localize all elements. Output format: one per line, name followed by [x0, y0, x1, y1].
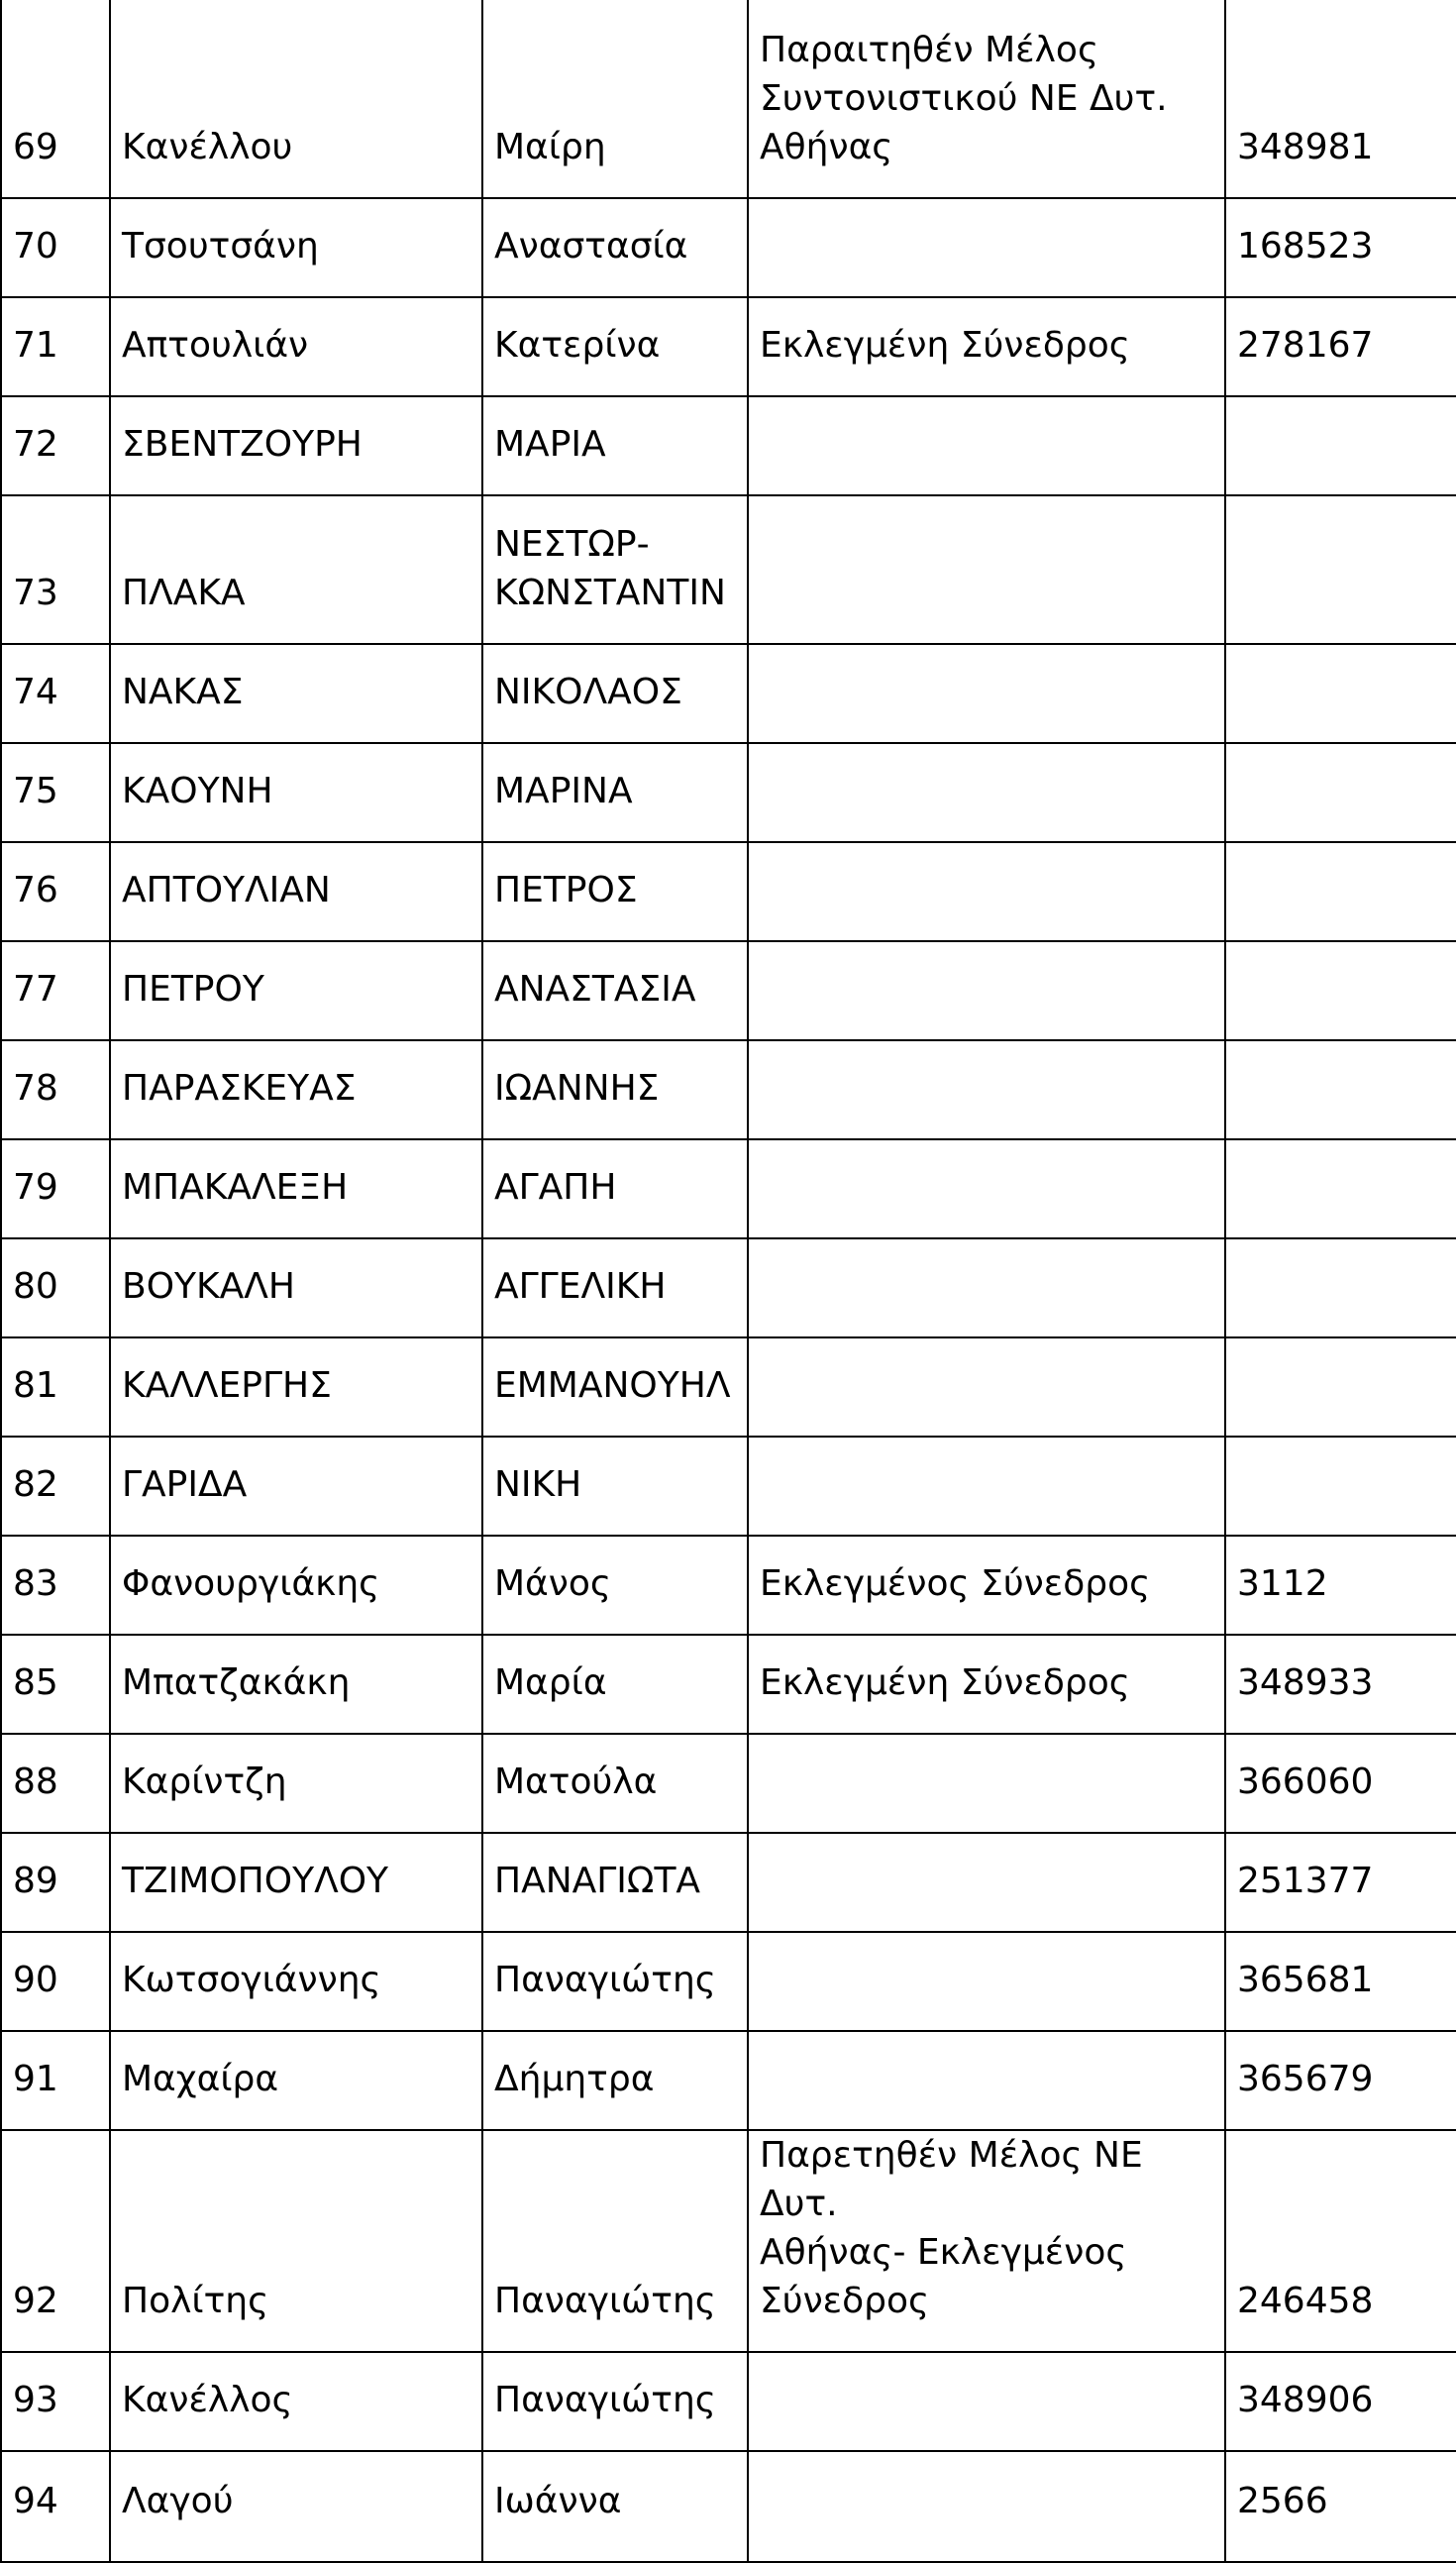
role [748, 2031, 1225, 2130]
member-id: 168523 [1225, 198, 1456, 297]
table-row [1, 495, 1456, 644]
row-number: 76 [1, 842, 110, 941]
first-name: Μαίρη [482, 0, 748, 198]
last-name: ΒΟΥΚΑΛΗ [110, 1238, 482, 1337]
member-id: 348981 [1225, 0, 1456, 198]
last-name: Κανέλλος [110, 2352, 482, 2451]
first-name: ΝΙΚΗ [482, 1437, 748, 1536]
last-name: ΠΑΡΑΣΚΕΥΑΣ [110, 1040, 482, 1139]
first-name: Παναγιώτης [482, 2130, 748, 2352]
table-row [1, 1040, 1456, 1139]
row-number: 74 [1, 644, 110, 743]
member-id: 348933 [1225, 1635, 1456, 1734]
last-name: ΠΕΤΡΟΥ [110, 941, 482, 1040]
member-id [1225, 495, 1456, 644]
role [748, 1833, 1225, 1932]
table-row [1, 2130, 1456, 2352]
role: Εκλεγμένος Σύνεδρος [748, 1536, 1225, 1635]
role [748, 396, 1225, 495]
row-number: 94 [1, 2451, 110, 2562]
member-id [1225, 1337, 1456, 1437]
last-name: ΑΠΤΟΥΛΙΑΝ [110, 842, 482, 941]
row-number: 92 [1, 2130, 110, 2352]
row-number: 83 [1, 1536, 110, 1635]
last-name: Απτουλιάν [110, 297, 482, 396]
first-name: Παναγιώτης [482, 2352, 748, 2451]
last-name: Πολίτης [110, 2130, 482, 2352]
table-row [1, 2451, 1456, 2562]
row-number: 81 [1, 1337, 110, 1437]
role [748, 644, 1225, 743]
first-name: Ματούλα [482, 1734, 748, 1833]
table-row [1, 1536, 1456, 1635]
first-name: ΙΩΑΝΝΗΣ [482, 1040, 748, 1139]
last-name: Κωτσογιάννης [110, 1932, 482, 2031]
role [748, 1139, 1225, 1238]
member-id: 246458 [1225, 2130, 1456, 2352]
table-row [1, 941, 1456, 1040]
member-id: 2566 [1225, 2451, 1456, 2562]
member-id: 366060 [1225, 1734, 1456, 1833]
first-name: Παναγιώτης [482, 1932, 748, 2031]
role [748, 495, 1225, 644]
role [748, 1337, 1225, 1437]
first-name: Αναστασία [482, 198, 748, 297]
table-row [1, 1437, 1456, 1536]
role: Παρετηθέν Μέλος ΝΕ Δυτ. Αθήνας- Εκλεγμένος Σύνεδρος [748, 2130, 1225, 2352]
last-name: ΜΠΑΚΑΛΕΞΗ [110, 1139, 482, 1238]
last-name: ΣΒΕΝΤΖΟΥΡΗ [110, 396, 482, 495]
row-number: 69 [1, 0, 110, 198]
row-number: 73 [1, 495, 110, 644]
member-id: 251377 [1225, 1833, 1456, 1932]
member-id [1225, 941, 1456, 1040]
member-id: 365679 [1225, 2031, 1456, 2130]
last-name: Καρίντζη [110, 1734, 482, 1833]
table-row [1, 1734, 1456, 1833]
table-row [1, 842, 1456, 941]
role [748, 842, 1225, 941]
first-name: ΜΑΡΙΑ [482, 396, 748, 495]
role [748, 1932, 1225, 2031]
table-row [1, 1238, 1456, 1337]
last-name: Κανέλλου [110, 0, 482, 198]
role: Εκλεγμένη Σύνεδρος [748, 1635, 1225, 1734]
last-name: Μπατζακάκη [110, 1635, 482, 1734]
role [748, 941, 1225, 1040]
last-name: Μαχαίρα [110, 2031, 482, 2130]
row-number: 78 [1, 1040, 110, 1139]
table-row [1, 2031, 1456, 2130]
first-name: Κατερίνα [482, 297, 748, 396]
table-row [1, 396, 1456, 495]
role [748, 2451, 1225, 2562]
member-id: 365681 [1225, 1932, 1456, 2031]
table-row [1, 743, 1456, 842]
row-number: 89 [1, 1833, 110, 1932]
row-number: 72 [1, 396, 110, 495]
table-row [1, 1833, 1456, 1932]
first-name: ΑΓΑΠΗ [482, 1139, 748, 1238]
row-number: 91 [1, 2031, 110, 2130]
last-name: ΓΑΡΙΔΑ [110, 1437, 482, 1536]
last-name: Φανουργιάκης [110, 1536, 482, 1635]
row-number: 77 [1, 941, 110, 1040]
first-name: Δήμητρα [482, 2031, 748, 2130]
last-name: Τσουτσάνη [110, 198, 482, 297]
member-id [1225, 743, 1456, 842]
row-number: 88 [1, 1734, 110, 1833]
first-name: ΑΝΑΣΤΑΣΙΑ [482, 941, 748, 1040]
row-number: 71 [1, 297, 110, 396]
table-row [1, 0, 1456, 198]
member-id [1225, 1139, 1456, 1238]
member-id [1225, 644, 1456, 743]
first-name: ΠΑΝΑΓΙΩΤΑ [482, 1833, 748, 1932]
table-row [1, 1337, 1456, 1437]
row-number: 82 [1, 1437, 110, 1536]
table-row [1, 198, 1456, 297]
role [748, 1437, 1225, 1536]
row-number: 85 [1, 1635, 110, 1734]
member-id [1225, 1238, 1456, 1337]
row-number: 75 [1, 743, 110, 842]
row-number: 93 [1, 2352, 110, 2451]
first-name: ΝΙΚΟΛΑΟΣ [482, 644, 748, 743]
first-name: ΕΜΜΑΝΟΥΗΛ [482, 1337, 748, 1437]
member-id [1225, 1437, 1456, 1536]
role: Εκλεγμένη Σύνεδρος [748, 297, 1225, 396]
role [748, 1734, 1225, 1833]
member-id: 3112 [1225, 1536, 1456, 1635]
role [748, 743, 1225, 842]
last-name: Λαγού [110, 2451, 482, 2562]
last-name: ΠΛΑΚΑ [110, 495, 482, 644]
member-id: 348906 [1225, 2352, 1456, 2451]
role: Παραιτηθέν Μέλος Συντονιστικού ΝΕ Δυτ. Αθήνας [748, 0, 1225, 198]
first-name: Ιωάννα [482, 2451, 748, 2562]
table-row [1, 1635, 1456, 1734]
first-name: Μαρία [482, 1635, 748, 1734]
row-number: 70 [1, 198, 110, 297]
member-id [1225, 842, 1456, 941]
last-name: ΚΑΛΛΕΡΓΗΣ [110, 1337, 482, 1437]
table-row [1, 644, 1456, 743]
row-number: 90 [1, 1932, 110, 2031]
row-number: 80 [1, 1238, 110, 1337]
last-name: ΚΑΟΥΝΗ [110, 743, 482, 842]
role [748, 198, 1225, 297]
table-row [1, 1139, 1456, 1238]
member-id [1225, 1040, 1456, 1139]
first-name: ΜΑΡΙΝΑ [482, 743, 748, 842]
table-row [1, 2352, 1456, 2451]
role [748, 1238, 1225, 1337]
last-name: ΝΑΚΑΣ [110, 644, 482, 743]
member-id: 278167 [1225, 297, 1456, 396]
first-name: Μάνος [482, 1536, 748, 1635]
table-row [1, 297, 1456, 396]
table-row [1, 1932, 1456, 2031]
first-name: ΑΓΓΕΛΙΚΗ [482, 1238, 748, 1337]
last-name: ΤΖΙΜΟΠΟΥΛΟΥ [110, 1833, 482, 1932]
member-id [1225, 396, 1456, 495]
role [748, 1040, 1225, 1139]
role [748, 2352, 1225, 2451]
first-name: ΝΕΣΤΩΡ- ΚΩΝΣΤΑΝΤΙΝ [482, 495, 748, 644]
first-name: ΠΕΤΡΟΣ [482, 842, 748, 941]
row-number: 79 [1, 1139, 110, 1238]
